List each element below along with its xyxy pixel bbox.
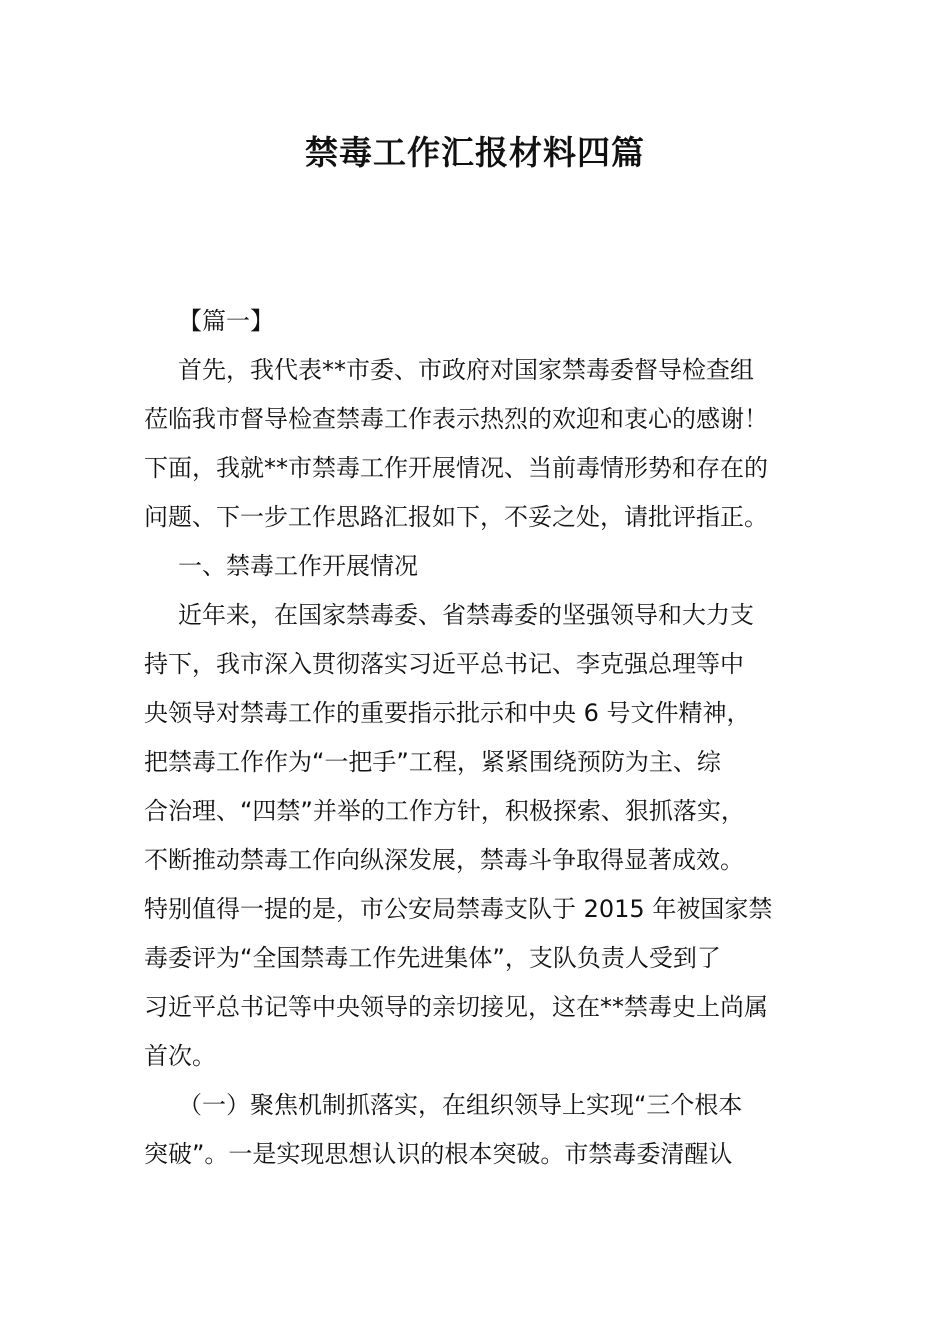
- text-line: 首先，我代表**市委、市政府对国家禁毒委督导检查组: [178, 356, 754, 384]
- text-line: 习近平总书记等中央领导的亲切接见，这在**禁毒史上尚属: [144, 993, 768, 1021]
- text-line: 合治理、“四禁”并举的工作方针，积极探索、狠抓落实，: [144, 797, 745, 825]
- text-line: 毒委评为“全国禁毒工作先进集体”，支队负责人受到了: [144, 944, 721, 972]
- text-line: 首次。: [144, 1042, 216, 1070]
- text-line: 特别值得一提的是，市公安局禁毒支队于 2015 年被国家禁: [144, 895, 773, 923]
- heading-line: 一、禁毒工作开展情况: [178, 552, 418, 580]
- document-title: 禁毒工作汇报材料四篇: [305, 133, 645, 172]
- text-line: 近年来，在国家禁毒委、省禁毒委的坚强领导和大力支: [178, 601, 754, 629]
- text-line: 持下，我市深入贯彻落实习近平总书记、李克强总理等中: [144, 650, 744, 678]
- text-line: 把禁毒工作作为“一把手”工程，紧紧围绕预防为主、综: [144, 748, 721, 776]
- paragraph-subsection-1: [144, 1081, 809, 1179]
- text-line: （一）聚焦机制抓落实，在组织领导上实现“三个根本: [178, 1091, 743, 1119]
- document-body: [144, 297, 809, 1179]
- section-label-paragraph: [144, 297, 809, 346]
- paragraph-intro: [144, 346, 809, 542]
- text-line: 央领导对禁毒工作的重要指示批示和中央 6 号文件精神，: [144, 699, 751, 727]
- text-line: 突破”。一是实现思想认识的根本突破。市禁毒委清醒认: [144, 1140, 733, 1168]
- text-line: 下面，我就**市禁毒工作开展情况、当前毒情形势和存在的: [144, 454, 768, 482]
- paragraph-overview: [144, 591, 809, 1081]
- section-heading: [144, 542, 809, 591]
- text-line: 不断推动禁毒工作向纵深发展，禁毒斗争取得显著成效。: [144, 846, 744, 874]
- text-line: 问题、下一步工作思路汇报如下，不妥之处，请批评指正。: [144, 503, 768, 531]
- text-line: 莅临我市督导检查禁毒工作表示热烈的欢迎和衷心的感谢！: [144, 405, 768, 433]
- section-label: 【篇一】: [178, 307, 274, 335]
